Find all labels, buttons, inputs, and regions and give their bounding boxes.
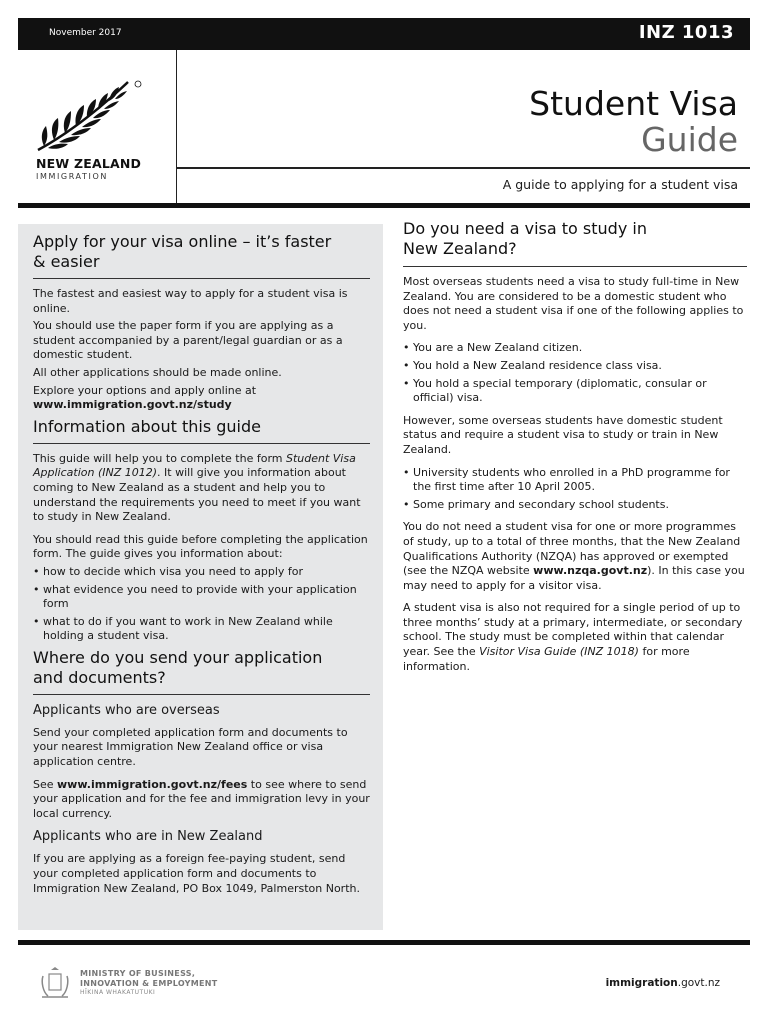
logo-text-new-zealand: NEW ZEALAND bbox=[36, 156, 142, 171]
visa-required-list bbox=[403, 466, 747, 513]
form-code: INZ 1013 bbox=[638, 22, 734, 43]
list-item: • how to decide which visa you need to apply for bbox=[33, 565, 370, 580]
paragraph: Explore your options and apply online at www.immigration.govt.nz/study bbox=[33, 383, 257, 412]
list-item: • You hold a special temporary (diplomatic, consular or official) visa. bbox=[403, 377, 747, 406]
heading-need-visa: Do you need a visa to study in New Zealand? bbox=[403, 219, 647, 258]
section-rule bbox=[33, 278, 370, 279]
paragraph: You do not need a student visa for one or more programmes of study, up to a total of three months, that the New Zealand Qualifications Authority (NZQA) has approved or exempted (see the NZQA website www.nzqa.govt.nz). In this case you may need to apply for a visitor visa. bbox=[403, 520, 745, 592]
document-subtitle: A guide to applying for a student visa bbox=[502, 177, 738, 192]
paragraph: However, some overseas students have domestic student status and require a student visa to study or train in New Zealand. bbox=[403, 413, 723, 456]
fees-link[interactable]: www.immigration.govt.nz/fees bbox=[57, 777, 248, 791]
list-item: • Some primary and secondary school students. bbox=[403, 498, 747, 513]
paragraph: Send your completed application form and documents to your nearest Immigration New Zealand office or visa application centre. bbox=[33, 725, 348, 769]
header-rule-thick bbox=[18, 203, 750, 208]
paragraph: This guide will help you to complete the form Student Visa Application (INZ 1012). It will give you information about coming to New Zealand as a student and help you to understand the requirements you need to meet if you want to study in New Zealand. bbox=[33, 451, 361, 524]
left-panel bbox=[18, 224, 383, 930]
nz-immigration-logo bbox=[34, 78, 154, 188]
study-link[interactable]: www.immigration.govt.nz/study bbox=[33, 398, 232, 412]
section-rule bbox=[33, 443, 370, 444]
list-item: • what to do if you want to work in New Zealand while holding a student visa. bbox=[33, 615, 370, 644]
paragraph: See www.immigration.govt.nz/fees to see where to send your application and for the fee and immigration levy in your local currency. bbox=[33, 777, 370, 820]
title-rule bbox=[176, 167, 750, 169]
list-item: • You are a New Zealand citizen. bbox=[403, 341, 747, 356]
silver-fern-icon bbox=[34, 78, 146, 154]
paragraph: You should use the paper form if you are applying as a student accompanied by a parent/legal guardian or as a domestic student. bbox=[33, 319, 343, 362]
document-title: Student Visa bbox=[529, 84, 738, 123]
subheading-overseas: Applicants who are overseas bbox=[33, 702, 220, 718]
list-item: • You hold a New Zealand residence class visa. bbox=[403, 359, 747, 374]
right-column bbox=[403, 219, 747, 677]
nzqa-link[interactable]: www.nzqa.govt.nz bbox=[533, 564, 648, 578]
coat-of-arms-icon bbox=[38, 966, 72, 1000]
subheading-in-nz: Applicants who are in New Zealand bbox=[33, 829, 263, 845]
header-divider-vertical bbox=[176, 50, 177, 203]
website-link[interactable]: immigration.govt.nz bbox=[605, 977, 720, 989]
paragraph: You should read this guide before completing the application form. The guide gives you information about: bbox=[33, 532, 368, 561]
heading-apply-online: Apply for your visa online – it’s faster & easier bbox=[33, 232, 332, 271]
header-bar bbox=[18, 18, 750, 50]
footer-rule bbox=[18, 940, 750, 945]
paragraph: The fastest and easiest way to apply for a student visa is online. bbox=[33, 287, 348, 315]
document-title-guide: Guide bbox=[641, 120, 738, 159]
paragraph: Most overseas students need a visa to study full-time in New Zealand. You are considered to be a domestic student who does not need a student visa if one of the following applies to you. bbox=[403, 275, 744, 332]
mbie-maori-name: HĪKINA WHAKATUTUKI bbox=[80, 989, 156, 996]
paragraph: All other applications should be made online. bbox=[33, 365, 282, 379]
paragraph: A student visa is also not required for a single period of up to three months’ study at a primary, intermediate, or secondary school. The study must be completed within that calendar year. See the Visitor Visa Guide (INZ 1018) for more information. bbox=[403, 601, 743, 673]
publication-date: November 2017 bbox=[49, 28, 122, 38]
section-rule bbox=[33, 694, 370, 695]
heading-where-to-send: Where do you send your application and documents? bbox=[33, 647, 323, 687]
list-item: • what evidence you need to provide with your application form bbox=[33, 583, 370, 612]
list-item: • University students who enrolled in a PhD programme for the first time after 10 April 2005. bbox=[403, 466, 747, 495]
mbie-name: MINISTRY OF BUSINESS, INNOVATION & EMPLOYMENT bbox=[80, 969, 218, 988]
section-rule bbox=[403, 266, 747, 267]
guide-topics-list bbox=[33, 565, 370, 644]
heading-guide-info: Information about this guide bbox=[33, 416, 261, 436]
paragraph: If you are applying as a foreign fee-paying student, send your completed application form and documents to Immigration New Zealand, PO Box 1049, Palmerston North. bbox=[33, 852, 360, 895]
domestic-criteria-list bbox=[403, 341, 747, 405]
logo-text-immigration: IMMIGRATION bbox=[36, 172, 108, 181]
